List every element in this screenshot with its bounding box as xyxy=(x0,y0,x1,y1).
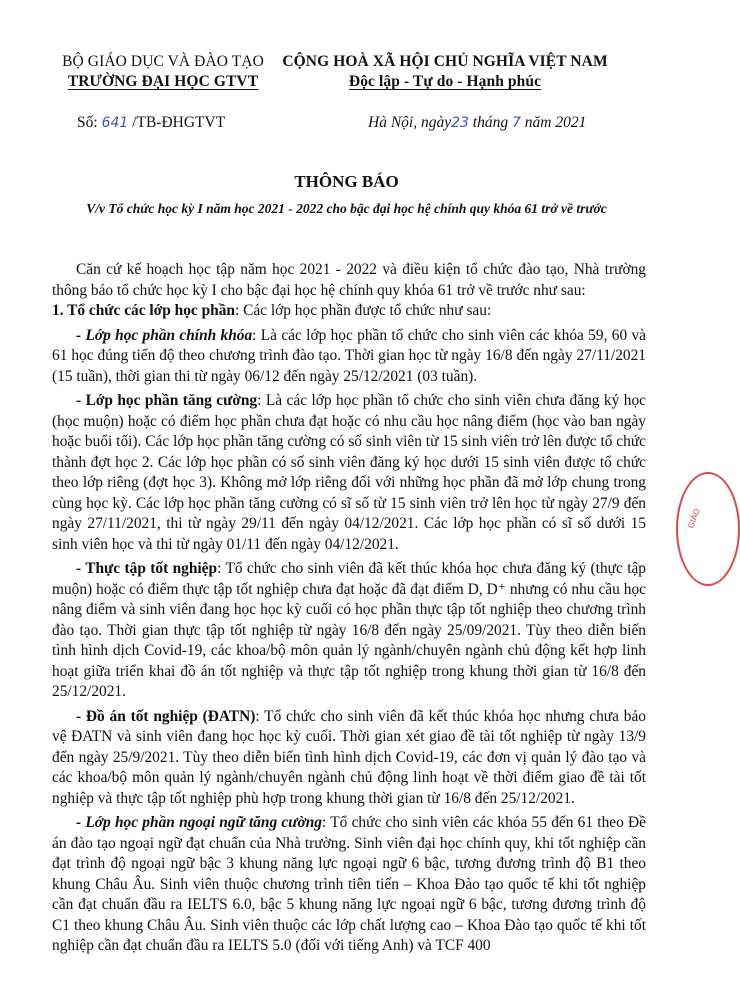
document-date xyxy=(368,114,586,132)
document-subject: V/v Tổ chức học kỳ I năm học 2021 - 2022 cho bậc đại học hệ chính quy khóa 61 trở về trước xyxy=(86,201,607,216)
month-label: tháng xyxy=(472,114,509,131)
item-graduation-internship xyxy=(52,559,646,703)
item-term: - Lớp học phần chính khóa xyxy=(76,326,253,344)
official-seal xyxy=(676,472,740,586)
number-label: Số: xyxy=(77,114,98,131)
item-graduation-thesis xyxy=(52,707,646,810)
item-term: - Thực tập tốt nghiệp xyxy=(76,560,218,577)
ministry-name: BỘ GIÁO DỤC VÀ ĐÀO TẠO xyxy=(62,53,264,70)
handwritten-day: 23 xyxy=(451,115,469,131)
handwritten-month: 7 xyxy=(511,115,521,131)
item-text: : Tổ chức cho sinh viên các khóa 55 đến 61 theo Đề án đào tạo ngoại ngữ đạt chuẩn của Nhà trường. Sinh viên đại học chính quy, khi tốt nghiệp cần đạt trình độ ngoại ngữ bậc 3 khung năng lực ngoại ngữ 6 bậc, tương đương trình độ B1 theo khung Châu Âu. Sinh viên thuộc chương trình tiên tiến – Khoa Đào tạo quốc tế khi tốt nghiệp cần đạt chuẩn đầu ra IELTS 6.0, bậc 5 khung năng lực ngoại ngữ 6 bậc, tương đương trình độ C1 theo khung Châu Âu. Sinh viên thuộc các lớp chất lượng cao – Khoa Đào tạo quốc tế khi tốt nghiệp cần đạt chuẩn đầu ra IELTS 5.0 (đối với tiếng Anh) và TCF 400 xyxy=(52,814,646,954)
year-label: năm 2021 xyxy=(524,114,587,131)
country-name: CỘNG HOÀ XÃ HỘI CHỦ NGHĨA VIỆT NAM xyxy=(282,53,608,70)
document-number xyxy=(77,114,225,132)
date-prefix: Hà Nội, ngày xyxy=(368,114,452,131)
motto: Độc lập - Tự do - Hạnh phúc xyxy=(348,73,542,90)
item-text: : Là các lớp học phần tổ chức cho sinh viên các khóa 59, 60 và 61 học đúng tiến độ theo chương trình đào tạo. Thời gian học từ ngày 16/8 đến ngày 27/11/2021 (15 tuần), thời gian thi từ ngày 06/12 đến ngày 25/12/2021 (03 tuần). xyxy=(52,326,647,385)
university-name: TRƯỜNG ĐẠI HỌC GTVT xyxy=(67,73,259,90)
document-title: THÔNG BÁO xyxy=(294,172,399,191)
item-text: : Tổ chức cho sinh viên đã kết thúc khóa học nhưng chưa bảo vệ ĐATN và sinh viên đang học học kỳ cuối. Thời gian xét giao đề tài tốt nghiệp từ ngày 13/9 đến ngày 25/9/2021. Tùy theo diễn biến tình hình dịch Covid-19, các đơn vị quản lý đào tạo và các khoa/bộ môn quản lý ngành/chuyên ngành chủ động linh hoạt về thời điểm giao đề tài tốt nghiệp và thực tập tốt nghiệp phù hợp trong khung thời gian từ 16/8 đến 25/12/2021. xyxy=(52,707,646,807)
national-motto-block xyxy=(270,52,620,92)
item-supplementary-course xyxy=(52,391,646,555)
item-text: : Là các lớp học phần tổ chức cho sinh viên chưa đăng ký học (học muộn) hoặc có điểm học phần chưa đạt hoặc có nhu cầu học nâng điểm (học vào ban ngày hoặc buổi tối). Các lớp học phần tăng cường có số sinh viên từ 15 sinh viên trở lên được tổ chức thành đợt học 2. Các lớp học phần có số sinh viên đăng ký học dưới 15 sinh viên được tổ chức theo lớp riêng (đợt học 3). Không mở lớp riêng đối với những học phần đã mở lớp chung trong cùng học kỳ. Các lớp học phần tăng cường có sĩ số từ 15 sinh viên trở lên học từ ngày 27/9 đến ngày 27/11/2021, thi từ ngày 29/11 đến ngày 04/12/2021. Các lớp học phần có sĩ số dưới 15 sinh viên học và thi từ ngày 01/11 đến ngày 04/12/2021. xyxy=(52,392,646,553)
section-1-heading: 1. Tổ chức các lớp học phần xyxy=(52,302,235,319)
intro-paragraph: Căn cứ kế hoạch học tập năm học 2021 - 2022 và điều kiện tổ chức đào tạo, Nhà trường thông báo tổ chức học kỳ I cho bậc đại học hệ chính quy khóa 61 trở về trước như sau: xyxy=(52,261,646,299)
document-body xyxy=(52,260,646,957)
section-1-paragraph xyxy=(52,301,646,322)
number-suffix: /TB-ĐHGTVT xyxy=(132,114,226,131)
item-term: - Lớp học phần tăng cường xyxy=(76,392,258,409)
item-text: : Tổ chức cho sinh viên đã kết thúc khóa học chưa đăng ký (thực tập muộn) hoặc có điểm thực tập tốt nghiệp chưa đạt hoặc đã đạt điểm D, D⁺ nhưng có nhu cầu học nâng điểm và sinh viên đang học học kỳ cuối có học phần thực tập tốt nghiệp theo chương trình đào tạo. Thời gian thực tập tốt nghiệp từ ngày 16/8 đến ngày 25/09/2021. Tùy theo diễn biến tình hình dịch Covid-19, các khoa/bộ môn quản lý ngành/chuyên ngành chủ động kết hợp linh hoạt giữa triển khai đồ án tốt nghiệp và thực tập tốt nghiệp trong khung thời gian từ 16/8 đến 25/12/2021. xyxy=(52,560,646,700)
item-foreign-language xyxy=(52,813,646,957)
issuer-block xyxy=(48,52,278,92)
handwritten-number: 641 xyxy=(101,115,129,131)
item-term: - Đồ án tốt nghiệp (ĐATN) xyxy=(76,707,256,725)
seal-text: GIÁO xyxy=(686,507,702,530)
item-main-course xyxy=(52,326,646,388)
item-term: - Lớp học phần ngoại ngữ tăng cường xyxy=(76,814,322,831)
section-1-heading-rest: : Các lớp học phần được tổ chức như sau: xyxy=(234,302,492,319)
